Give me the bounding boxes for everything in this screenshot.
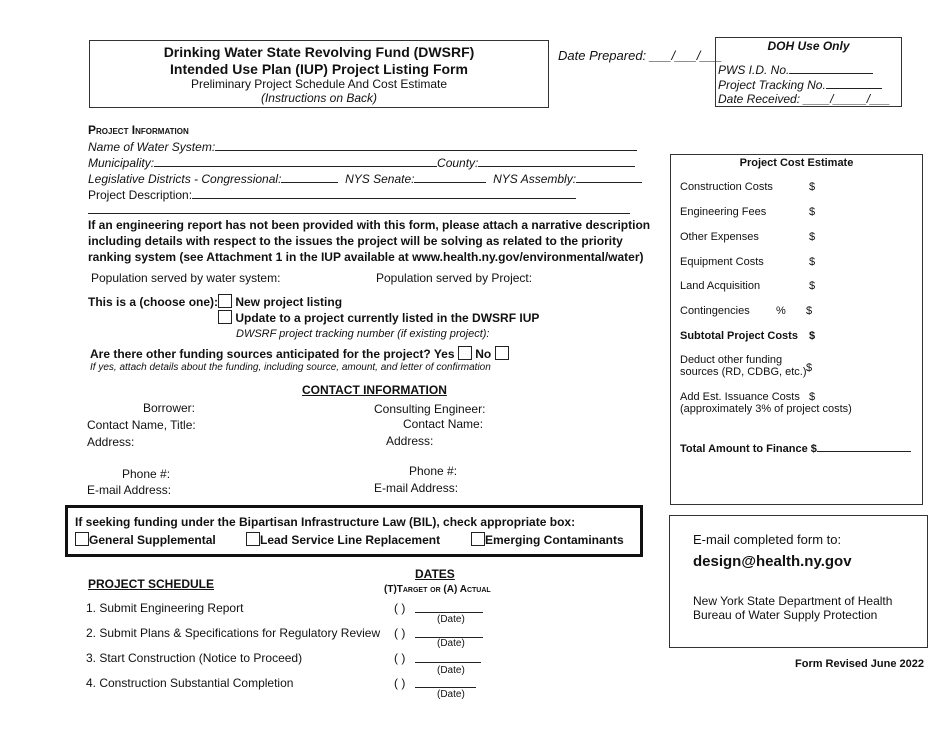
form-subtitle: Preliminary Project Schedule And Cost Estimate [190, 77, 448, 91]
description-field[interactable] [88, 187, 576, 202]
schedule-paren-1[interactable]: ( ) [394, 601, 406, 615]
cost-estimate-box [670, 154, 923, 505]
funding-no-checkbox[interactable] [495, 346, 509, 360]
issuance-line1: Add Est. Issuance Costs [680, 391, 800, 403]
bil-lead-checkbox[interactable] [246, 532, 260, 546]
bil-general-option[interactable] [75, 532, 216, 547]
bil-lead-label: Lead Service Line Replacement [260, 533, 441, 547]
schedule-paren-3[interactable]: ( ) [394, 651, 406, 665]
cost-title: Project Cost Estimate [739, 157, 854, 169]
other-funding-label: Are there other funding sources anticipated for the project? Yes [90, 347, 455, 361]
municipality-label: Municipality: [88, 156, 155, 170]
borrower-label: Borrower: [143, 401, 196, 415]
pws-id-field[interactable] [718, 62, 873, 77]
new-listing-option[interactable] [218, 294, 342, 309]
issuance-line2: (approximately 3% of project costs) [680, 403, 852, 415]
total-finance-field[interactable] [680, 441, 911, 455]
bil-emerging-checkbox[interactable] [471, 532, 485, 546]
equipment-costs-dollar[interactable]: $ [809, 256, 816, 268]
choose-one-label: This is a (choose one): [88, 295, 219, 309]
bil-general-checkbox[interactable] [75, 532, 89, 546]
contact-heading: CONTACT INFORMATION [302, 383, 447, 397]
deduct-line2: sources (RD, CDBG, etc.) [680, 366, 807, 378]
bil-box [65, 505, 643, 557]
other-funding-question [90, 346, 509, 361]
bil-general-label: General Supplemental [89, 533, 216, 547]
bil-text: If seeking funding under the Bipartisan Infrastructure Law (BIL), check appropriate box: [75, 515, 576, 529]
eng-address-label: Address: [386, 434, 434, 448]
assembly-label: NYS Assembly: [493, 172, 577, 186]
schedule-date-3[interactable] [415, 662, 481, 663]
doh-use-box [715, 37, 902, 107]
title-box [89, 40, 549, 108]
other-expenses-dollar[interactable]: $ [809, 231, 816, 243]
deduct-dollar[interactable]: $ [806, 362, 813, 374]
construction-costs-label: Construction Costs [680, 181, 773, 193]
land-acquisition-label: Land Acquisition [680, 280, 761, 292]
new-listing-checkbox[interactable] [218, 294, 232, 308]
pws-id-label: PWS I.D. No. [718, 63, 790, 77]
update-listing-checkbox[interactable] [218, 310, 232, 324]
phone-label: Phone #: [122, 467, 171, 481]
bil-emerging-option[interactable] [471, 532, 624, 547]
eng-email-label: E-mail Address: [374, 481, 459, 495]
date-caption-1: (Date) [437, 614, 465, 625]
form-revised: Form Revised June 2022 [795, 658, 925, 670]
date-prepared[interactable]: Date Prepared: ___/___/___ [558, 48, 723, 63]
date-caption-3: (Date) [437, 665, 465, 676]
land-acquisition-dollar[interactable]: $ [809, 280, 816, 292]
municipality-field[interactable] [88, 155, 635, 170]
subtotal-dollar[interactable]: $ [809, 330, 816, 342]
dates-heading: DATES [415, 567, 455, 581]
email-box [669, 515, 928, 648]
address-label: Address: [87, 435, 135, 449]
contingencies-percent[interactable]: % [776, 305, 786, 317]
schedule-heading: PROJECT SCHEDULE [88, 577, 215, 591]
tracking-field[interactable] [718, 77, 882, 92]
date-caption-2: (Date) [437, 638, 465, 649]
schedule-date-4[interactable] [415, 687, 476, 688]
eng-phone-label: Phone #: [409, 464, 458, 478]
contingencies-label: Contingencies [680, 305, 750, 317]
form-title-line1: Drinking Water State Revolving Fund (DWSRF) [163, 44, 475, 60]
instructions-note: (Instructions on Back) [260, 91, 378, 105]
water-system-label: Name of Water System: [88, 140, 216, 154]
notice-line3: ranking system (see Attachment 1 in the IUP available at www.health.ny.gov/environmental/water) [88, 250, 644, 264]
funding-note: If yes, attach details about the funding, including source, amount, and letter of confirmation [90, 362, 491, 373]
county-label: County: [437, 156, 479, 170]
pop-system-label: Population served by water system: [91, 271, 281, 285]
form-title-line2: Intended Use Plan (IUP) Project Listing Form [170, 61, 468, 77]
total-finance-label: Total Amount to Finance $ [680, 443, 817, 455]
issuance-dollar[interactable]: $ [809, 391, 816, 403]
bil-emerging-label: Emerging Contaminants [485, 533, 624, 547]
email-prompt: E-mail completed form to: [693, 532, 842, 547]
notice-line2: including details with respect to the issues the project will be solving as related to the priority [88, 234, 623, 248]
pop-project-label: Population served by Project: [376, 271, 533, 285]
engineer-label: Consulting Engineer: [374, 402, 486, 416]
tracking-number-note: DWSRF project tracking number (if existing project): [236, 328, 490, 340]
congressional-label: Legislative Districts - Congressional: [88, 172, 282, 186]
email-address-link[interactable]: design@health.ny.gov [693, 553, 852, 570]
doh-title: DOH Use Only [767, 39, 850, 53]
dept-name: New York State Department of Health [693, 594, 893, 608]
bureau-name: Bureau of Water Supply Protection [693, 608, 878, 622]
water-system-field[interactable] [88, 139, 637, 154]
deduct-line1: Deduct other funding [680, 354, 783, 366]
new-listing-label: New project listing [235, 295, 343, 309]
schedule-item-3: 3. Start Construction (Notice to Proceed) [86, 651, 303, 665]
schedule-item-2: 2. Submit Plans & Specifications for Regulatory Review [86, 626, 381, 640]
project-info-heading: Project Information [88, 123, 189, 137]
description-label: Project Description: [88, 188, 193, 202]
dates-subheading: (T)Target or (A) Actual [384, 584, 491, 595]
email-label: E-mail Address: [87, 483, 172, 497]
bil-lead-option[interactable] [246, 532, 440, 547]
legislative-field[interactable] [88, 171, 642, 186]
notice-line1: If an engineering report has not been provided with this form, please attach a narrative description [88, 218, 651, 232]
schedule-paren-4[interactable]: ( ) [394, 676, 406, 690]
senate-label: NYS Senate: [345, 172, 415, 186]
tracking-label: Project Tracking No. [718, 78, 826, 92]
equipment-costs-label: Equipment Costs [680, 256, 764, 268]
contingencies-dollar[interactable]: $ [806, 305, 813, 317]
construction-costs-dollar[interactable]: $ [809, 181, 816, 193]
update-listing-option[interactable] [218, 310, 539, 325]
schedule-date-1[interactable] [415, 612, 483, 613]
engineering-fees-label: Engineering Fees [680, 206, 767, 218]
funding-yes-checkbox[interactable] [458, 346, 472, 360]
date-caption-4: (Date) [437, 689, 465, 700]
schedule-item-4: 4. Construction Substantial Completion [86, 676, 294, 690]
schedule-paren-2[interactable]: ( ) [394, 626, 406, 640]
schedule-item-1: 1. Submit Engineering Report [86, 601, 244, 615]
contact-name-label: Contact Name, Title: [87, 418, 196, 432]
date-received[interactable]: Date Received: ____/_____/___ [718, 92, 891, 106]
funding-no-label: No [475, 347, 492, 361]
update-listing-label: Update to a project currently listed in the DWSRF IUP [235, 311, 540, 325]
description-line-2[interactable] [88, 213, 630, 214]
engineering-fees-dollar[interactable]: $ [809, 206, 816, 218]
eng-contact-label: Contact Name: [403, 417, 484, 431]
subtotal-label: Subtotal Project Costs [680, 330, 798, 342]
other-expenses-label: Other Expenses [680, 231, 759, 243]
